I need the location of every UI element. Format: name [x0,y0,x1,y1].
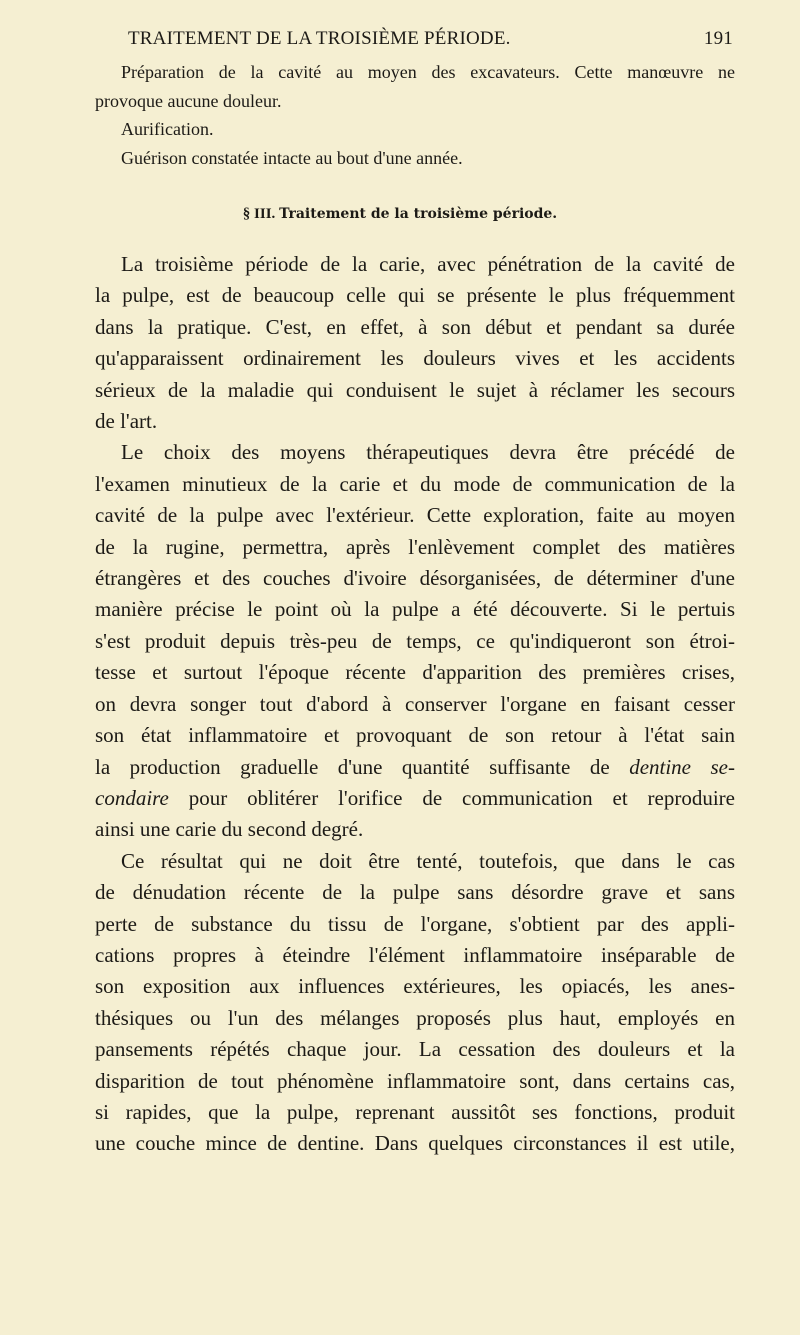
text-line: Le choix des moyens thérapeutiques devra être précédé de [121,440,735,465]
text-line: de l'art. [95,409,158,434]
text-line: la production graduelle d'une quantité suffisante de dentine se- [95,754,735,779]
text-line: Aurification. [121,119,214,139]
text-line: s'est produit depuis très-peu de temps, ce qu'indiqueront son étroi- [95,628,735,653]
text-line: de dénudation récente de la pulpe sans désordre grave et sans [95,880,735,905]
text-line: La troisième période de la carie, avec pénétration de la cavité de [121,252,735,276]
text-line: manière précise le point où la pulpe a été découverte. Si le pertuis [95,597,735,622]
text-line: ainsi une carie du second degré. [95,817,364,842]
running-title: TRAITEMENT DE LA TROISIÈME PÉRIODE. [128,28,511,49]
text-line: cations propres à éteindre l'élément inflammatoire inséparable de [95,942,735,967]
text-line: qu'apparaissent ordinairement les douleurs vives et les accidents [95,346,735,371]
text-line: sérieux de la maladie qui conduisent le sujet à réclamer les secours [95,377,735,402]
text-line: perte de substance du tissu de l'organe, s'obtient par des appli- [95,911,735,936]
text-line: condaire pour oblitérer l'orifice de communication et reproduire [95,785,735,810]
text-line: de la rugine, permettra, après l'enlèvement complet des matières [95,534,735,559]
text-line: on devra songer tout d'abord à conserver l'organe en faisant cesser [95,691,735,716]
paragraph [95,846,735,1160]
text-line: l'examen minutieux de la carie et du mode de communication de la [95,471,735,496]
text-line: la pulpe, est de beaucoup celle qui se présente le plus fréquemment [95,283,735,308]
text-line: son état inflammatoire et provoquant de son retour à l'état sain [95,723,735,748]
text-line: provoque aucune douleur. [95,90,282,111]
text-line: une couche mince de dentine. Dans quelques circonstances il est utile, [95,1131,735,1156]
case-notes [95,58,735,172]
paragraph [95,249,735,437]
text-line: cavité de la pulpe avec l'extérieur. Cette exploration, faite au moyen [95,503,735,528]
running-header [128,28,733,56]
text-line: thésiques ou l'un des mélanges proposés plus haut, employés en [95,1005,735,1030]
text-line: si rapides, que la pulpe, reprenant aussitôt ses fonctions, produit [95,1099,735,1124]
text-line: disparition de tout phénomène inflammatoire sont, dans certains cas, [95,1068,735,1093]
text-line: Ce résultat qui ne doit être tenté, toutefois, que dans le cas [121,848,735,873]
paragraph [95,437,735,845]
text-line: son exposition aux influences extérieures, les opiacés, les anes- [95,974,735,999]
text-line: dans la pratique. C'est, en effet, à son début et pendant sa durée [95,314,735,339]
section-heading [0,206,800,223]
section-symbol: § III. [242,206,276,222]
text-line: Guérison constatée intacte au bout d'une année. [121,147,463,168]
section-title: Traitement de la troisième période. [279,206,558,222]
text-line: Préparation de la cavité au moyen des excavateurs. Cette manœuvre ne [121,62,735,82]
text-line: étrangères et des couches d'ivoire désorganisées, de déterminer d'une [95,566,735,591]
text-line: tesse et surtout l'époque récente d'apparition des premières crises, [95,660,735,685]
page-number: 191 [703,28,733,49]
text-line: pansements répétés chaque jour. La cessation des douleurs et la [95,1037,735,1062]
body-text [95,249,735,1160]
